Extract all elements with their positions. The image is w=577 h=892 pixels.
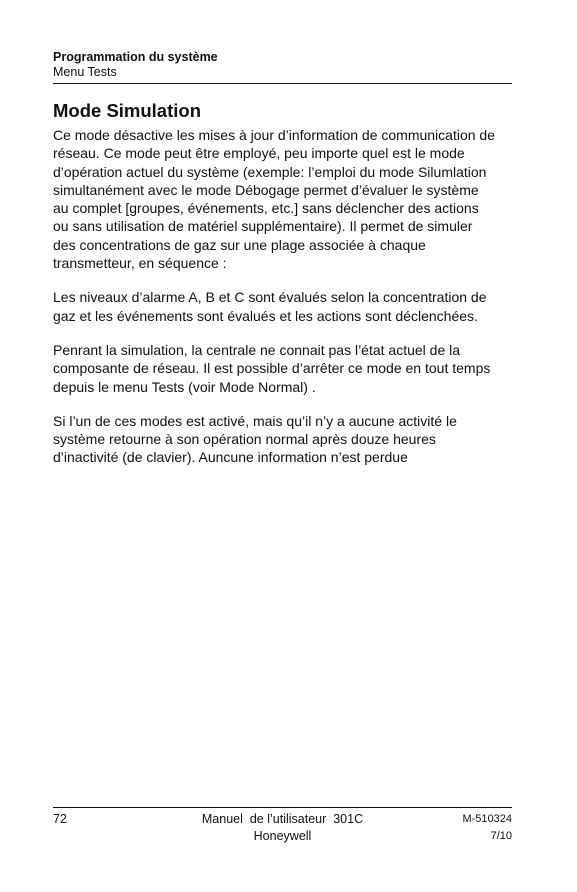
footer-right — [400, 811, 512, 845]
paragraph-timeout: Si l’un de ces modes est activé, mais qu’il n’y a aucune activité le système retourne à son opération normal après douze heures d’inactivité (de clavier). Auncune information n’est perdue — [53, 412, 457, 466]
footer-center — [160, 811, 405, 845]
header-subtitle: Menu Tests — [53, 65, 117, 79]
page-header — [53, 50, 512, 80]
header-divider — [53, 83, 512, 84]
document-date: 7/10 — [490, 830, 512, 842]
section-title: Mode Simulation — [53, 100, 201, 121]
manual-title: Manuel de l’utilisateur 301C — [201, 812, 364, 826]
header-title: Programmation du système — [53, 50, 218, 64]
footer-divider — [53, 807, 512, 808]
page-content — [53, 100, 513, 483]
page-number: 72 — [53, 812, 67, 826]
company-name: Honeywell — [253, 829, 312, 843]
paragraph-simulation-state: Penrant la simulation, la centrale ne connait pas l’état actuel de la composante de réseau. Il est possible d’arrêter ce mode en tout temps depuis le menu Tests (voir Mode Normal) . — [53, 341, 491, 395]
paragraph-intro: Ce mode désactive les mises à jour d’information de communication de réseau. Ce mode peut être employé, peu importe quel est le mode d’opération actuel du système (exemple: l’emploi du mode Silumlation simultanément avec le mode Débogage permet d’évaluer le système au complet [groupes, événements, etc.] sans déclencher des actions ou sans utilisation de matériel supplémentaire). Il permet de simuler des concentrations de gaz sur une plage associée à chaque transmetteur, en séquence : — [53, 127, 495, 272]
document-number: M-510324 — [462, 813, 512, 825]
paragraph-alarm-levels: Les niveaux d’alarme A, B et C sont évalués selon la concentration de gaz et les événements sont évalués et les actions sont déclenchées. — [53, 289, 487, 324]
